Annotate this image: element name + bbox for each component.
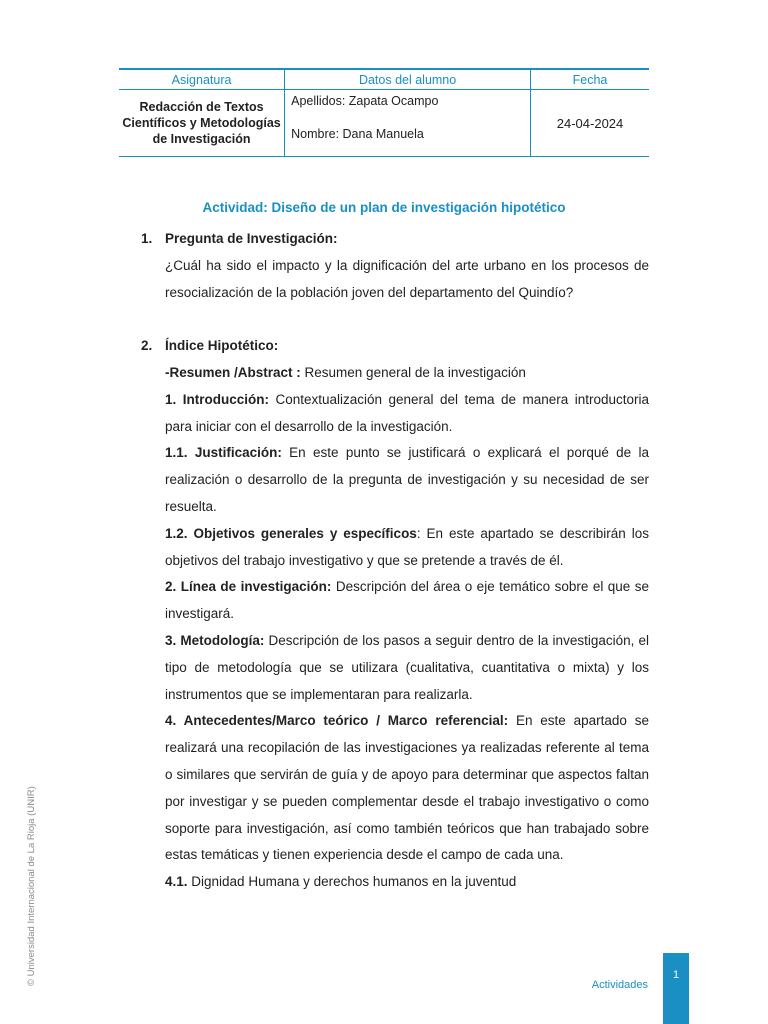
- student-surname: Apellidos: Zapata Ocampo: [291, 94, 439, 108]
- index-item: 1.2. Objetivos generales y específicos: En este apartado se describirán los objetivos del trabajo investigativo y que se pretende a través de él.: [165, 525, 650, 568]
- col-header-student: Datos del alumno: [285, 69, 531, 90]
- section-number: 2.: [141, 338, 153, 354]
- section-heading: Índice Hipotético:: [165, 338, 279, 354]
- section-number: 1.: [141, 231, 153, 246]
- date-cell: 24-04-2024: [531, 90, 649, 157]
- section-index: [119, 333, 649, 896]
- section-heading: Pregunta de Investigación:: [165, 231, 338, 246]
- header-table: [119, 68, 649, 157]
- question-text: ¿Cuál ha sido el impacto y la dignificación del arte urbano en los procesos de resocialización de la población joven del departamento del Quindío?: [165, 257, 649, 300]
- student-cell: [285, 90, 531, 157]
- index-item: 4. Antecedentes/Marco teórico / Marco referencial: En este apartado se realizará una recopilación de las investigaciones ya realizadas referente al tema o similares que servirán de guía y de apoyo para determinar que aspectos faltan por investigar y se pueden complementar desde el trabajo investigativo o como soporte para investigación, así como también teóricos que han trabajado sobre estas temáticas y tienen experiencia desde el campo de cada una.: [165, 713, 649, 863]
- footer-label: Actividades: [591, 979, 648, 991]
- index-item: -Resumen /Abstract : Resumen general de la investigación: [165, 364, 526, 380]
- section-question: [119, 226, 649, 306]
- activity-title: Actividad: Diseño de un plan de investigación hipotético: [202, 200, 566, 215]
- index-item: 4.1. Dignidad Humana y derechos humanos en la juventud: [165, 874, 517, 890]
- index-item: 1. Introducción: Contextualización general del tema de manera introductoria para iniciar con el desarrollo de la investigación.: [165, 391, 650, 434]
- index-item: 1.1. Justificación: En este punto se justificará o explicará el porqué de la realización o desarrollo de la pregunta de investigación y su necesidad de ser resuelta.: [165, 445, 649, 514]
- student-name: Nombre: Dana Manuela: [291, 127, 424, 141]
- copyright-sidebar: © Universidad Internacional de La Rioja (UNIR): [26, 786, 37, 986]
- document-body: [119, 226, 649, 896]
- index-item: 3. Metodología: Descripción de los pasos a seguir dentro de la investigación, el tipo de metodología que se utilizara (cualitativa, cuantitativa o mixta) y los instrumentos que se implementaran para realizarla.: [165, 632, 649, 702]
- col-header-date: Fecha: [531, 69, 649, 90]
- subject-cell: Redacción de Textos Científicos y Metodologías de Investigación: [119, 90, 285, 157]
- page-number: 1: [663, 953, 689, 1024]
- index-item: 2. Línea de investigación: Descripción del área o eje temático sobre el que se investigará.: [165, 579, 650, 622]
- col-header-subject: Asignatura: [119, 69, 285, 90]
